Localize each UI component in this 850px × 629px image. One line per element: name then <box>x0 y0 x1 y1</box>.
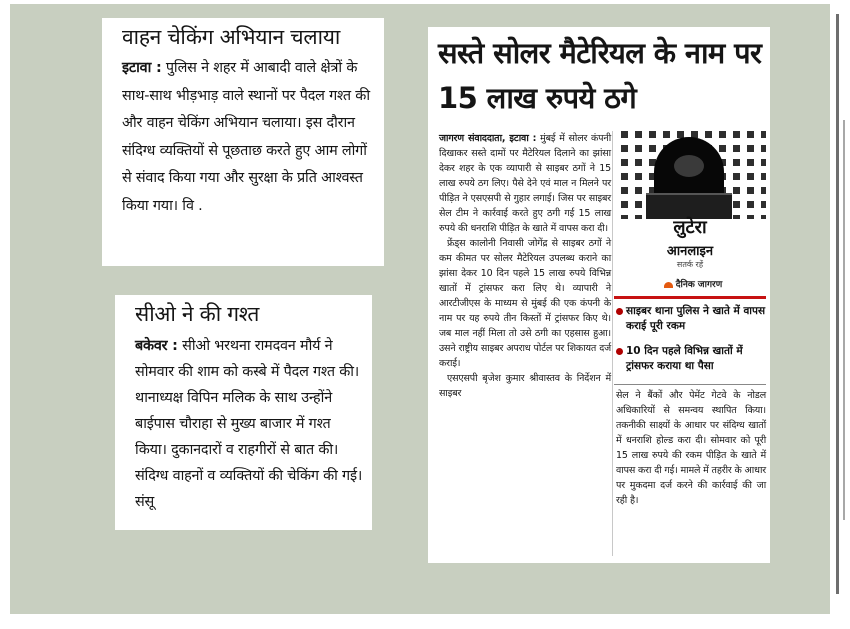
clip-body <box>122 55 374 220</box>
clip-dateline: बकेवर : <box>135 338 178 354</box>
highlight-text: साइबर थाना पुलिस ने खाते में वापस कराई पूरी रकम <box>626 305 766 332</box>
page-edge-line-light <box>843 120 845 520</box>
graphic-title: लुटेरा <box>673 217 707 238</box>
brand-name: दैनिक जागरण <box>675 280 723 290</box>
clip-headline: सीओ ने की गश्त <box>135 302 260 326</box>
brand-logo <box>638 277 748 290</box>
clip-body <box>135 333 364 515</box>
column-divider <box>612 131 613 556</box>
highlight-item <box>614 344 766 374</box>
bullet-icon <box>616 308 623 315</box>
sun-logo-icon <box>664 282 673 288</box>
clip-dateline: इटावा : <box>122 60 162 76</box>
article-paragraph <box>439 131 611 236</box>
clip-body-text: पुलिस ने शहर में आबादी वाले क्षेत्रों के साथ-साथ भीड़भाड़ वाले स्थानों पर पैदल गश्त की और वाहन चेकिंग अभियान चलाया। इस दौरान संदिग्ध व्यक्तियों से पूछताछ करते हुए आम लोगों से संवाद किया गया और सुरक्षा के प्रति आश्वस्त किया गया। वि . <box>122 60 370 214</box>
highlight-text: 10 दिन पहले विभिन्न खातों में ट्रांसफर कराया था पैसा <box>626 345 743 372</box>
article-left-column <box>439 131 611 401</box>
news-clip-vehicle-checking <box>102 18 384 266</box>
highlight-item <box>614 304 766 334</box>
news-clip-co-patrol <box>115 295 372 530</box>
clip-body-text: सीओ भरथना रामदवन मौर्य ने सोमवार की शाम को कस्बे में पैदल गश्त की। थानाध्यक्ष विपिन मलिक के साथ उन्होंने बाईपास चौराहा से मुख्य बाजार में गश्त किया। दुकानदारों व राहगीरों से बात की। संदिग्ध वाहनों व व्यक्तियों की चेकिंग की गई। संसू <box>135 338 363 510</box>
page-edge-line <box>836 14 839 594</box>
graphic-red-bar <box>614 296 766 299</box>
clip-headline: सस्ते सोलर मैटेरियल के नाम पर 15 लाख रुपये ठगे <box>438 36 762 115</box>
news-clip-solar-fraud <box>428 27 770 563</box>
article-right-column: सेल ने बैंकों और पेमेंट गेटवे के नोडल अधिकारियों से समन्वय स्थापित किया। तकनीकी साक्ष्यों के आधार पर संदिग्ध खातों में धनराशि होल्ड करा दी। सोमवार को पूरी 15 लाख रुपये की रकम पीड़ित के खाते में वापस करा दी गई। मामले में तहरीर के आधार पर मुकदमा दर्ज करने की कार्रवाई की जा रही है। <box>616 390 766 506</box>
clip-dateline: जागरण संवाददाता, इटावा : <box>439 133 537 144</box>
article-paragraph: एसएसपी बृजेश कुमार श्रीवास्तव के निर्देशन में साइबर <box>439 373 611 399</box>
article-paragraph-text: मुंबई में सोलर कंपनी दिखाकर सस्ते दामों पर मैटेरियल दिलाने का झांसा देकर शहर के एक व्यापारी से साइबर ठगों ने 15 लाख रुपये ठग लिए। पैसे देने एवं माल न मिलने पर पीड़ित ने एसएसपी से गुहार लगाई। जिस पर साइबर सेल टीम ने कार्रवाई करते हुए ठगी गई 15 लाख रुपये की धनराशि पीड़ित के खाते में वापस करा दी। <box>439 133 612 234</box>
graphic-tagline: सतर्क रहें <box>676 260 704 269</box>
article-paragraph: फ्रेंड्स कालोनी निवासी जोगेंद्र से साइबर ठगों ने कम कीमत पर सोलर मैटेरियल उपलब्ध कराने का झांसा देकर 10 दिन पहले 15 लाख रुपये विभिन्न खातों में ट्रांसफर करा लिए थे। व्यापारी ने आरटीजीएस के माध्यम से मुंबई की एक कंपनी के नाम पर यह रुपये तीन किस्तों में ट्रांसफर किए थे। जब माल नहीं मिला तो उसे ठगी का एहसास हुआ। उसने राष्ट्रीय साइबर अपराध पोर्टल पर शिकायत दर्ज कराई। <box>439 238 611 369</box>
cyber-fraud-graphic <box>614 131 766 296</box>
clip-headline: वाहन चेकिंग अभियान चलाया <box>122 25 341 49</box>
bullet-icon <box>616 348 623 355</box>
graphic-subtitle: आनलाइन <box>666 244 714 259</box>
highlight-separator <box>614 384 766 385</box>
